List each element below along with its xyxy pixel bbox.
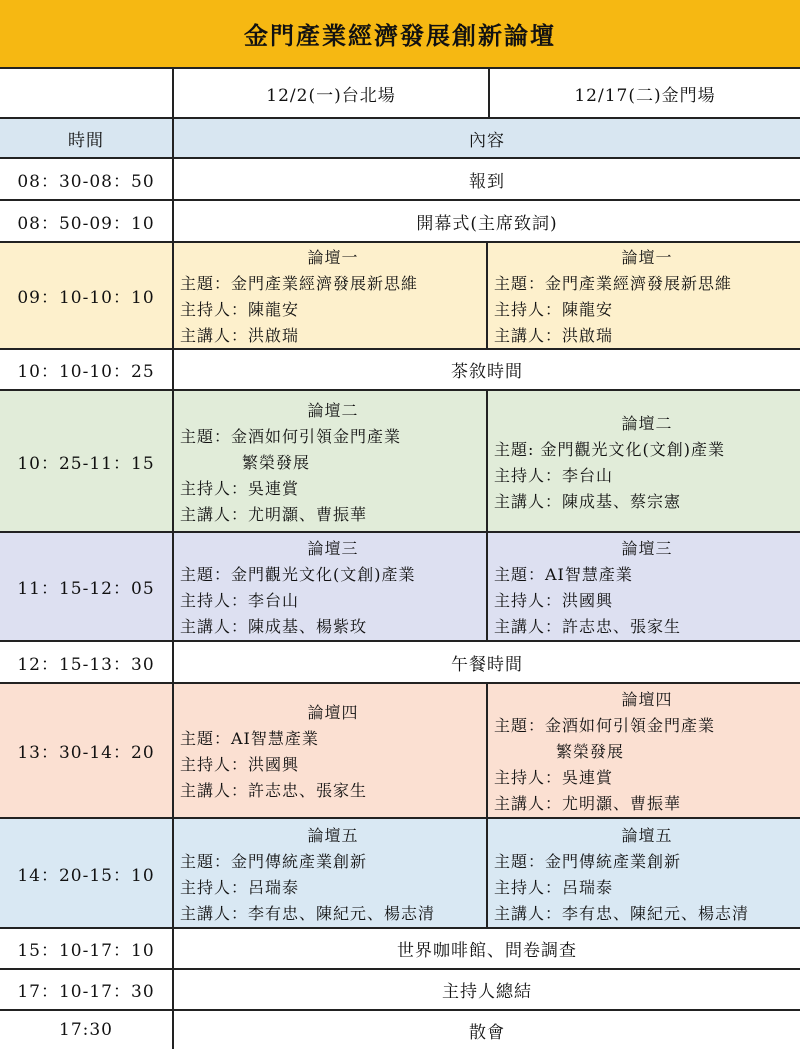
forum-speaker: 主講人：尤明灝、曹振華 xyxy=(180,504,368,524)
forum-host: 主持人：呂瑞泰 xyxy=(494,877,614,897)
forum-speaker: 主講人：洪啟瑞 xyxy=(180,326,300,345)
forum-topic: 主題：金門傳統產業創新 xyxy=(494,851,682,871)
forum-host: 主持人：洪國興 xyxy=(494,591,614,610)
forum-cell-taipei xyxy=(174,819,488,927)
forum-title: 論壇一 xyxy=(307,248,359,267)
time-cell: 17:30 xyxy=(0,1011,174,1049)
forum-cell-kinmen xyxy=(488,819,800,927)
forum-title: 論壇三 xyxy=(307,539,359,558)
header-time: 時間 xyxy=(0,119,174,157)
time-cell: 08：50-09：10 xyxy=(0,201,174,241)
forum-host: 主持人：洪國興 xyxy=(180,755,300,774)
content-cell: 開幕式(主席致詞) xyxy=(416,213,558,234)
forum-row-3 xyxy=(0,533,800,642)
time-cell: 08：30-08：50 xyxy=(0,159,174,199)
forum-topic: 主題：AI智慧產業 xyxy=(494,565,633,584)
table-row xyxy=(0,970,800,1011)
forum-speaker: 主講人：李有忠、陳紀元、楊志清 xyxy=(180,903,436,923)
table-row xyxy=(0,642,800,684)
forum-host: 主持人：李台山 xyxy=(494,465,614,485)
forum-topic: 主題：金門傳統產業創新 xyxy=(180,851,368,871)
forum-topic: 主題：金酒如何引領金門產業 xyxy=(180,426,402,446)
venue-row xyxy=(0,69,800,119)
time-cell: 09：10-10：10 xyxy=(0,243,174,348)
table-row xyxy=(0,929,800,970)
table-row xyxy=(0,350,800,391)
content-cell: 報到 xyxy=(469,171,505,192)
content-cell: 茶敘時間 xyxy=(451,362,523,382)
forum-row-5 xyxy=(0,819,800,929)
forum-title: 論壇三 xyxy=(621,539,673,558)
forum-cell-taipei xyxy=(174,243,488,348)
forum-topic: 主題：金門產業經濟發展新思維 xyxy=(494,274,733,293)
forum-cell-kinmen xyxy=(488,243,800,348)
forum-cell-taipei xyxy=(174,684,488,817)
forum-speaker: 主講人：陳成基、楊紫玫 xyxy=(180,617,368,636)
forum-speaker: 主講人：尤明灝、曹振華 xyxy=(494,794,682,813)
table-row xyxy=(0,159,800,201)
forum-title: 論壇五 xyxy=(307,825,359,845)
forum-host: 主持人：呂瑞泰 xyxy=(180,877,300,897)
forum-host: 主持人：李台山 xyxy=(180,591,300,610)
forum-row-4 xyxy=(0,684,800,819)
header-row xyxy=(0,119,800,159)
header-content: 內容 xyxy=(469,130,505,151)
forum-topic: 主題：金門觀光文化(文創)產業 xyxy=(180,565,416,584)
forum-topic: 主題：AI智慧產業 xyxy=(180,729,319,748)
forum-title: 論壇四 xyxy=(307,703,359,722)
forum-host: 主持人：吳連賞 xyxy=(494,768,614,787)
forum-title: 論壇一 xyxy=(621,248,673,267)
page-title: 金門產業經濟發展創新論壇 xyxy=(0,0,800,69)
content-cell: 散會 xyxy=(469,1022,505,1043)
forum-speaker: 主講人：許志忠、張家生 xyxy=(494,617,682,636)
forum-title: 論壇二 xyxy=(307,400,359,420)
forum-title: 論壇二 xyxy=(621,413,673,433)
forum-host: 主持人：陳龍安 xyxy=(180,300,300,319)
forum-cell-kinmen xyxy=(488,391,800,531)
forum-title: 論壇五 xyxy=(621,825,673,845)
time-cell: 11：15-12：05 xyxy=(0,533,174,640)
forum-topic: 主題：金酒如何引領金門產業 xyxy=(494,716,716,735)
forum-topic-continued: 繁榮發展 xyxy=(242,452,311,472)
forum-row-1 xyxy=(0,243,800,350)
venue-taipei: 12/2(一)台北場 xyxy=(174,69,490,117)
venue-kinmen: 12/17(二)金門場 xyxy=(574,85,716,106)
time-cell: 10：10-10：25 xyxy=(0,350,174,389)
time-cell: 14：20-15：10 xyxy=(0,819,174,927)
time-cell: 13：30-14：20 xyxy=(0,684,174,817)
forum-cell-kinmen xyxy=(488,684,800,817)
forum-topic-continued: 繁榮發展 xyxy=(556,742,625,761)
forum-cell-taipei xyxy=(174,391,488,531)
table-row xyxy=(0,1011,800,1049)
forum-speaker: 主講人：李有忠、陳紀元、楊志清 xyxy=(494,903,750,923)
forum-row-2 xyxy=(0,391,800,533)
forum-topic: 主題: 金門觀光文化(文創)產業 xyxy=(494,439,725,459)
time-cell: 15：10-17：10 xyxy=(0,929,174,968)
forum-host: 主持人：陳龍安 xyxy=(494,300,614,319)
forum-cell-taipei xyxy=(174,533,488,640)
table-row xyxy=(0,201,800,243)
time-cell: 12：15-13：30 xyxy=(0,642,174,682)
time-cell: 17：10-17：30 xyxy=(0,970,174,1009)
venue-blank-cell xyxy=(0,69,174,117)
forum-cell-kinmen xyxy=(488,533,800,640)
content-cell: 午餐時間 xyxy=(451,654,523,675)
forum-speaker: 主講人：洪啟瑞 xyxy=(494,326,614,345)
time-cell: 10：25-11：15 xyxy=(0,391,174,531)
forum-topic: 主題：金門產業經濟發展新思維 xyxy=(180,274,419,293)
forum-speaker: 主講人：許志忠、張家生 xyxy=(180,781,368,800)
content-cell: 世界咖啡館、問卷調查 xyxy=(397,941,577,961)
forum-title: 論壇四 xyxy=(621,690,673,709)
forum-speaker: 主講人：陳成基、蔡宗憲 xyxy=(494,491,682,511)
forum-host: 主持人：吳連賞 xyxy=(180,478,300,498)
content-cell: 主持人總結 xyxy=(442,982,532,1002)
